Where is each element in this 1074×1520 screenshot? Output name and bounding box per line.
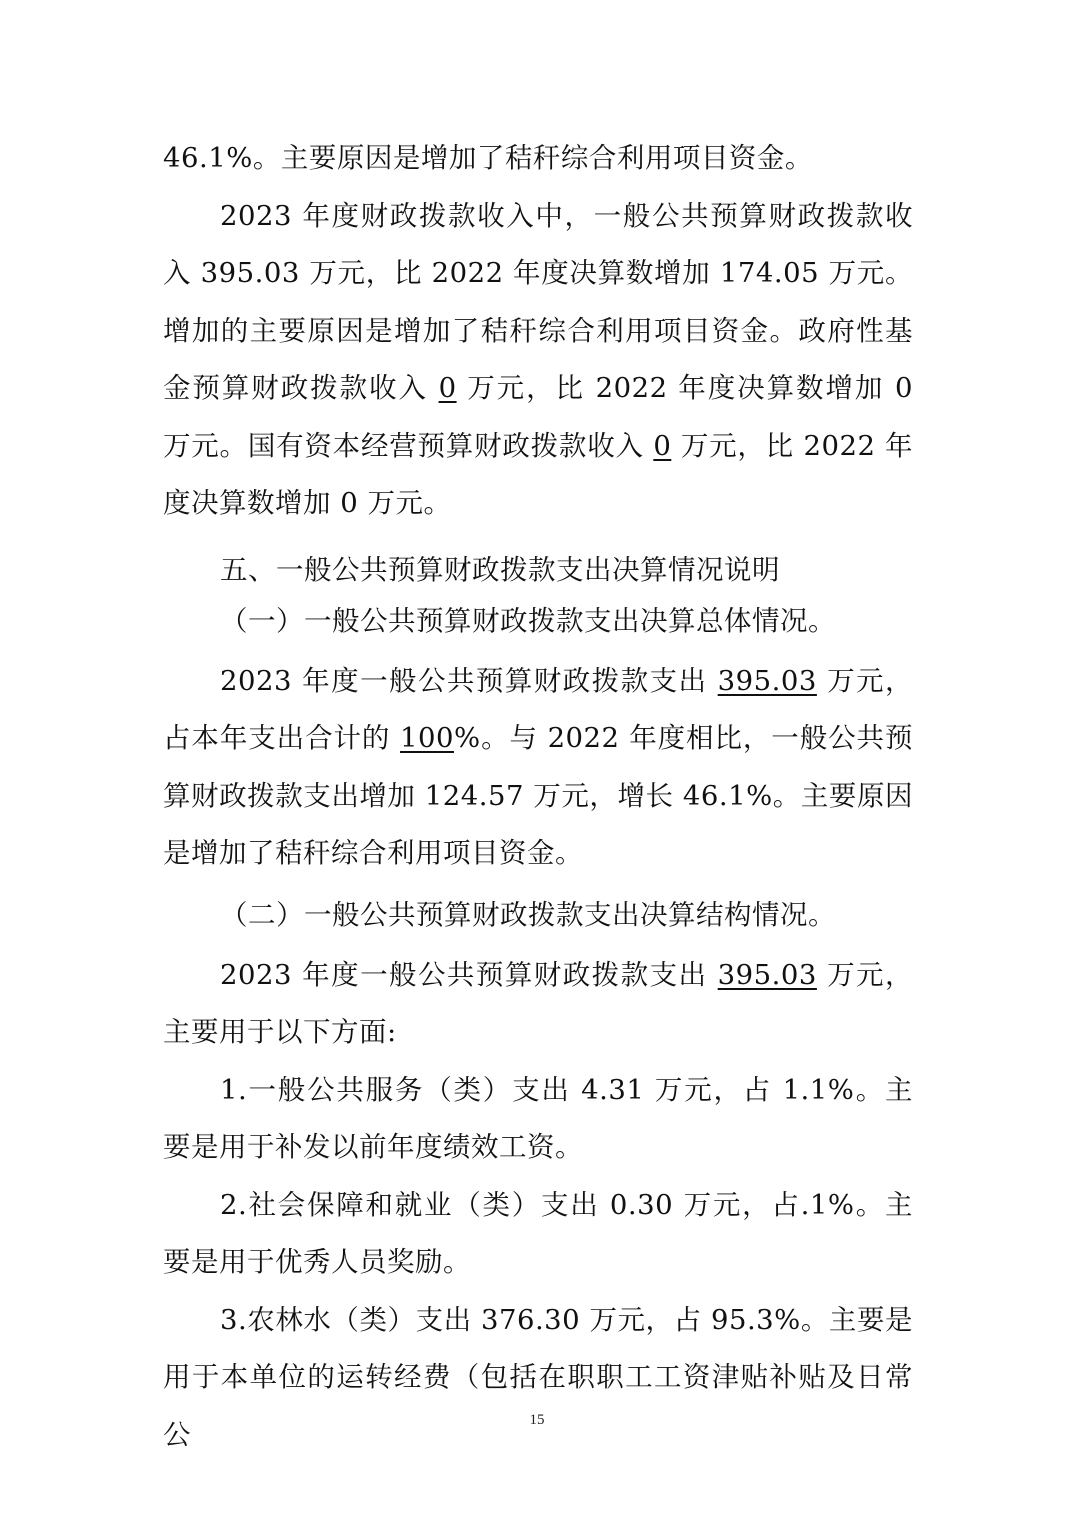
text-segment: 46.1%。主要原因是增加了秸秆综合利用项目资金。 — [163, 142, 813, 174]
underlined-value: 395.03 — [717, 958, 817, 991]
paragraph-appropriation-income — [163, 188, 913, 533]
list-item-general-public-services: 1.一般公共服务（类）支出 4.31 万元，占 1.1%。主要是用于补发以前年度绩效工资。 — [163, 1073, 913, 1163]
document-body — [163, 130, 913, 1464]
page-number: 15 — [529, 1412, 545, 1428]
underlined-value: 0 — [653, 429, 672, 462]
text-segment: 2023 年度财政拨款收入中，一般公共预算财政拨款收入 395.03 万元，比 2022 年度决算数增加 174.05 万元。增加的主要原因是增加了秸秆综合利用项目资金。政府性基金预算财政拨款收入 — [163, 199, 913, 404]
list-item-agriculture-forestry-water: 3.农林水（类）支出 376.30 万元，占 95.3%。主要是用于本单位的运转经费（包括在职职工工资津贴补贴及日常公 — [163, 1303, 913, 1451]
underlined-value: 0 — [438, 372, 457, 404]
text-segment: 万元，比 2022 年度决算数增加 0 万元。 — [163, 429, 913, 519]
section-heading: 五、一般公共预算财政拨款支出决算情况说明 — [220, 553, 780, 586]
subsection-heading-structure: （二）一般公共预算财政拨款支出决算结构情况。 — [220, 898, 836, 931]
paragraph-income-growth-reason — [163, 130, 913, 188]
text-segment: 万元，主要用于以下方面: — [163, 958, 913, 1048]
text-segment: 万元，比 2022 年度决算数增加 0 万元。国有资本经营预算财政拨款收入 — [163, 372, 913, 462]
underlined-value: 100 — [400, 722, 455, 754]
subsection-heading-overall: （一）一般公共预算财政拨款支出决算总体情况。 — [220, 604, 836, 637]
text-segment: 2023 年度一般公共预算财政拨款支出 — [220, 958, 718, 991]
underlined-value: 395.03 — [717, 664, 817, 697]
text-segment: 2023 年度一般公共预算财政拨款支出 — [220, 664, 718, 697]
paragraph-expenditure-overall — [163, 653, 913, 883]
text-segment: %。与 2022 年度相比，一般公共预算财政拨款支出增加 124.57 万元，增长 46.1%。主要原因是增加了秸秆综合利用项目资金。 — [163, 722, 913, 869]
list-item-social-security: 2.社会保障和就业（类）支出 0.30 万元，占.1%。主要是用于优秀人员奖励。 — [163, 1188, 913, 1278]
paragraph-expenditure-structure — [163, 947, 913, 1062]
text-segment: 万元，占本年支出合计的 — [163, 664, 913, 754]
